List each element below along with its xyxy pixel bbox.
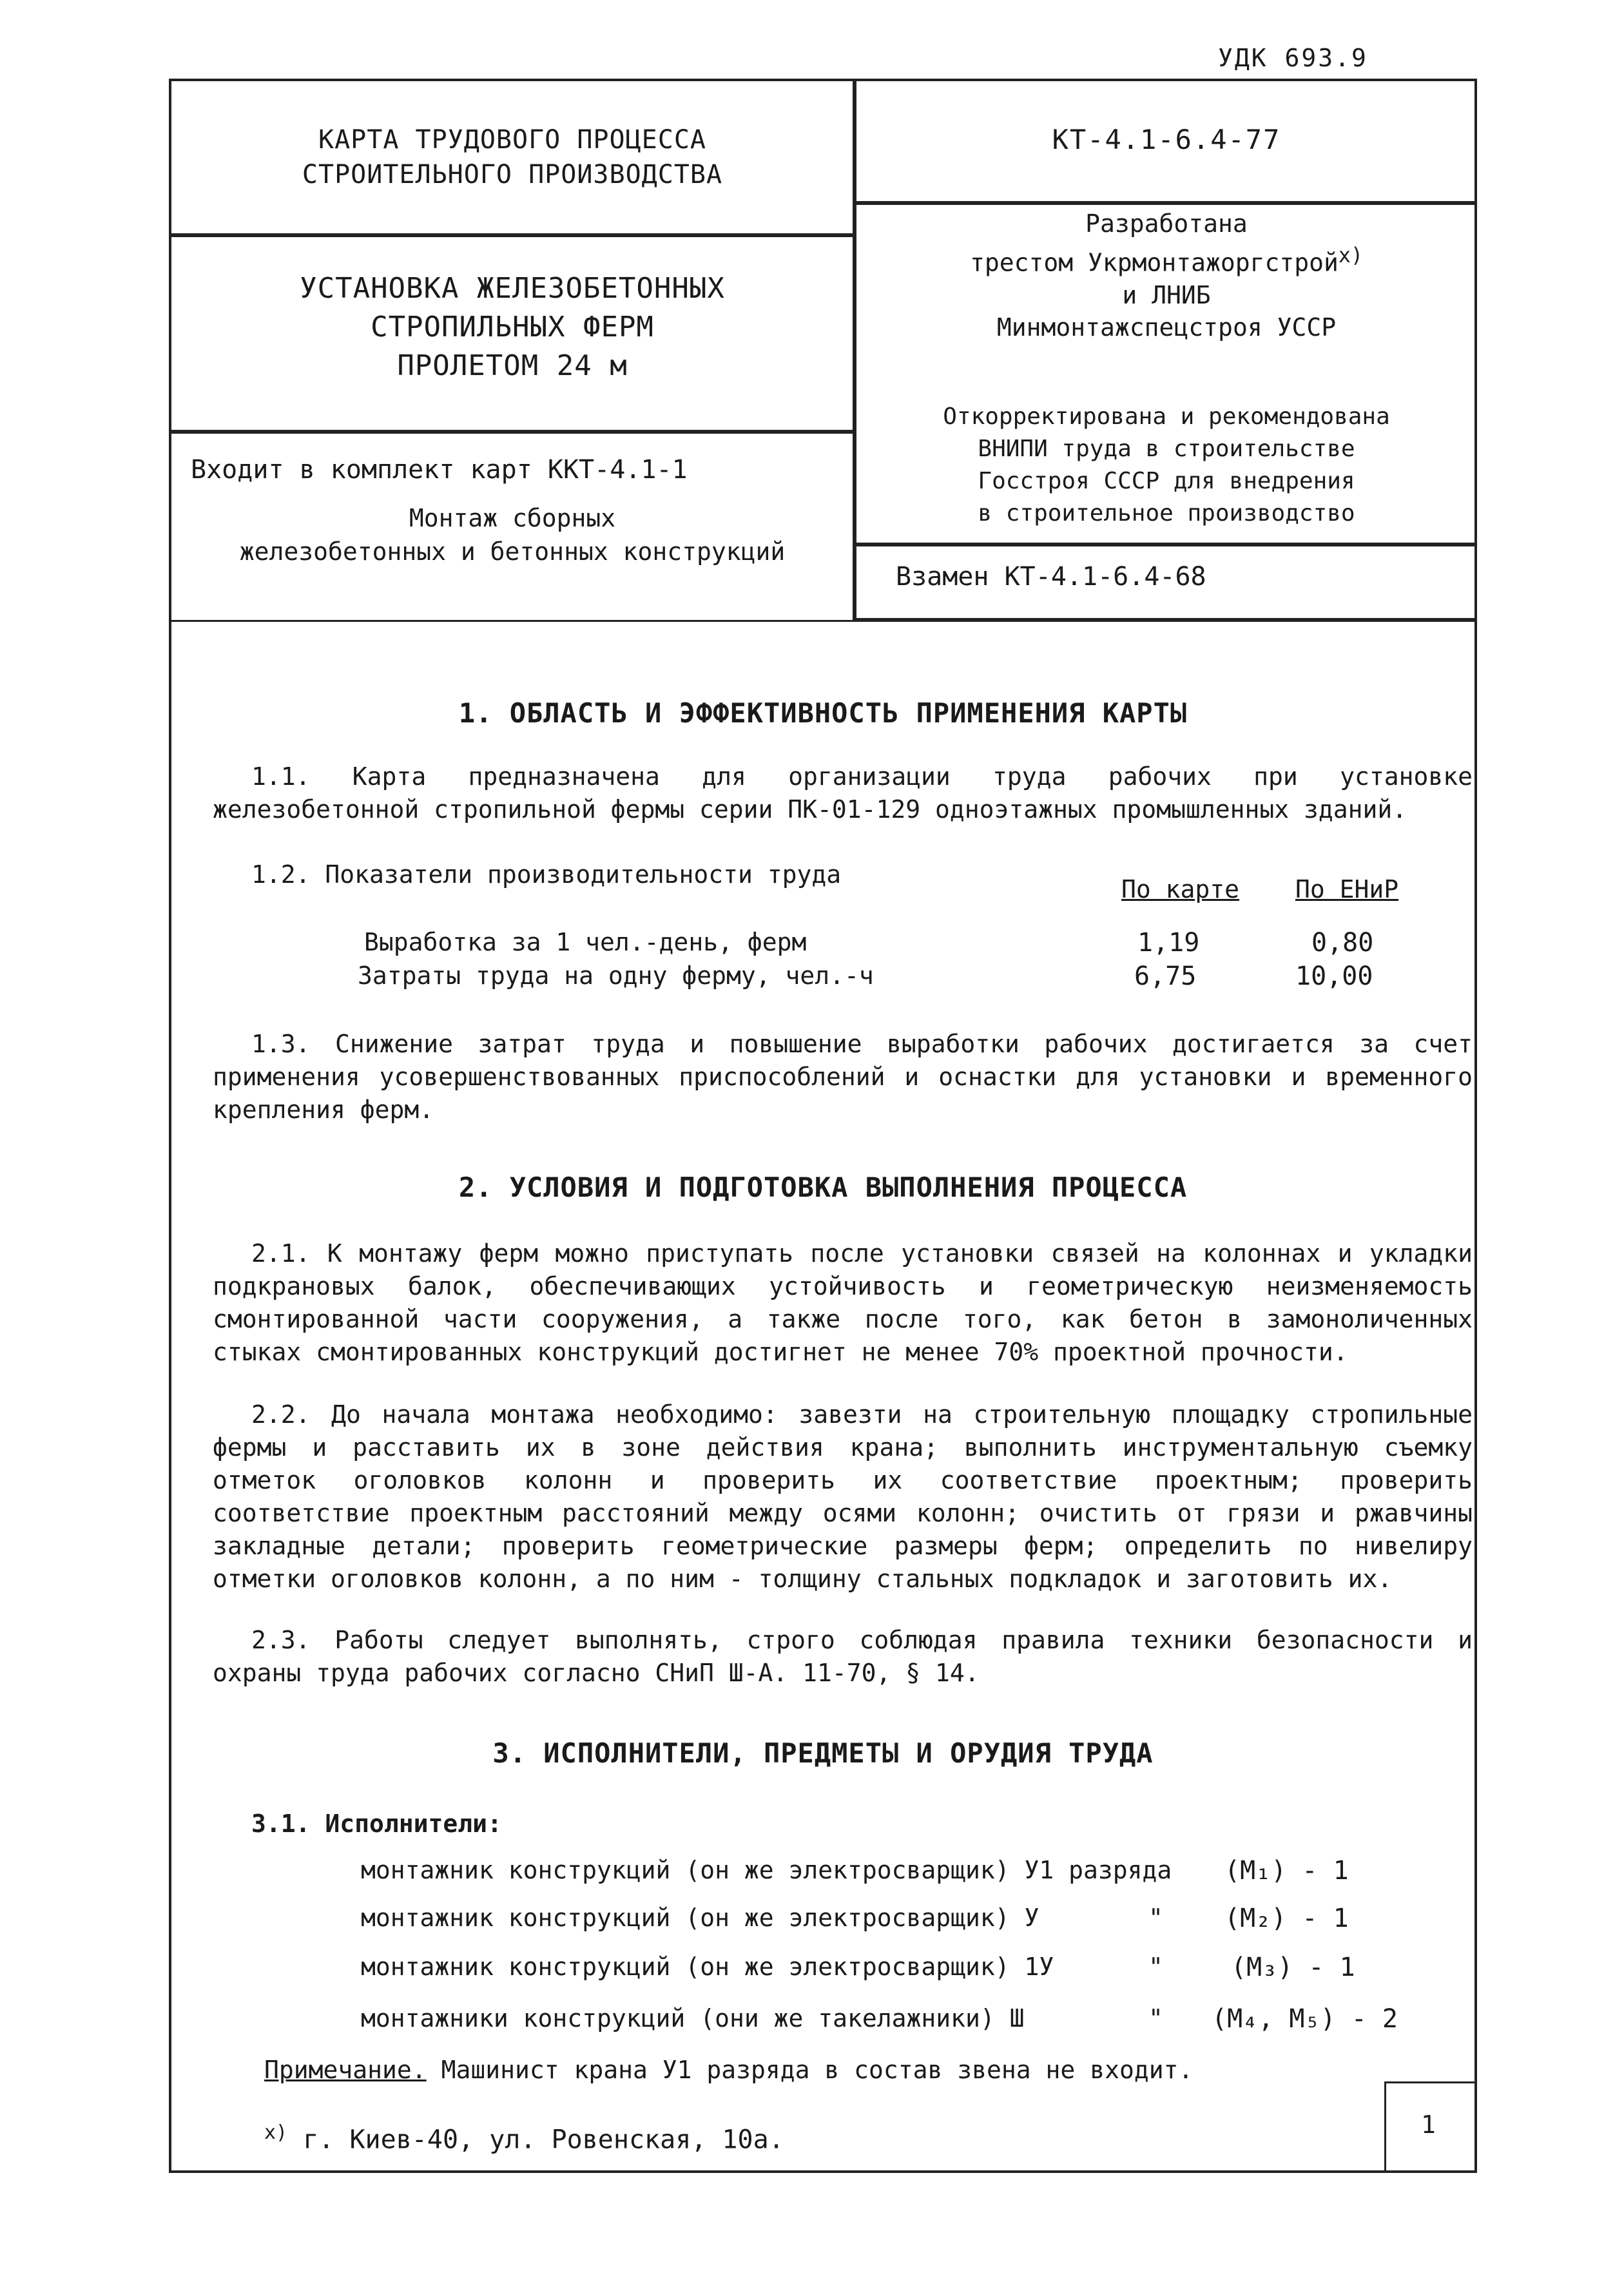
corrected-block: Откорректирована и рекомендована ВНИПИ труда в строительстве Госстроя СССР для внедрения в строительное производство — [943, 403, 1390, 526]
note-label: Примечание. — [264, 2056, 427, 2084]
section-1-title: 1. ОБЛАСТЬ И ЭФФЕКТИВНОСТЬ ПРИМЕНЕНИЯ КАРТЫ — [458, 697, 1188, 729]
section-3-title: 3. ИСПОЛНИТЕЛИ, ПРЕДМЕТЫ И ОРУДИЯ ТРУДА — [492, 1737, 1154, 1769]
footnote-text: г. Киев-40, ул. Ровенская, 10а. — [303, 2125, 784, 2155]
kpi-row-enir-value: 10,00 — [1295, 961, 1373, 991]
paragraph-3-1: 3.1. Исполнители: — [251, 1810, 502, 1838]
section-2-title: 2. УСЛОВИЯ И ПОДГОТОВКА ВЫПОЛНЕНИЯ ПРОЦЕССА — [458, 1172, 1188, 1203]
card-title: УСТАНОВКА ЖЕЛЕЗОБЕТОННЫХ СТРОПИЛЬНЫХ ФЕРМ ПРОЛЕТОМ 24 м — [300, 272, 725, 382]
worker-count: (М₁) - 1 — [1224, 1856, 1349, 1886]
paragraph-2-3: 2.3. Работы следует выполнять, строго соблюдая правила техники безопасности и охраны труда рабочих согласно СНиП Ш-А. 11-70, § 14. — [213, 1626, 1473, 1687]
paragraph-2-1: 2.1. К монтажу ферм можно приступать после установки связей на колоннах и укладки подкрановых балок, обеспечивающих устойчивость и геометрическую неизменяемость смонтированной части сооружения, а также после того, как бетон в замоноличенных стыках смонтированных конструкций достигнет не менее 70% проектной прочности. — [213, 1239, 1473, 1366]
header-bottom-rule — [169, 620, 1477, 622]
note-text: Машинист крана У1 разряда в состав звена не входит. — [441, 2056, 1194, 2084]
kpi-row-label: Выработка за 1 чел.-день, ферм — [364, 928, 807, 956]
worker-line: монтажник конструкций (он же электросварщик) 1У — [361, 1953, 1054, 1981]
paragraph-1-1: 1.1. Карта предназначена для организации труда рабочих при установке железобетонной стропильной фермы серии ПК-01-129 одноэтажных промышленных зданий. — [213, 762, 1473, 824]
card-type-title: КАРТА ТРУДОВОГО ПРОЦЕССА СТРОИТЕЛЬНОГО ПРОИЗВОДСТВА — [302, 125, 723, 189]
worker-line: монтажник конструкций (он же электросварщик) У1 разряда — [361, 1856, 1172, 1884]
paragraph-2-2: 2.2. До начала монтажа необходимо: завезти на строительную площадку стропильные фермы и расставить их в зоне действия крана; выполнить инструментальную съемку отметок оголовков колонн и проверить их соответствие проектным; проверить соответствие проектным расстояний между осями колонн; очистить от грязи и ржавчины закладные детали; проверить геометрические размеры ферм; определить по нивелиру отметки оголовков колонн, а по ним - толщину стальных подкладок и заготовить их. — [213, 1400, 1473, 1593]
worker-marker: " — [1148, 2004, 1163, 2032]
developer-block: Разработана трестом Укрмонтажоргстрой$^{x)}$ и ЛНИБ Минмонтажспецстроя УССР — [969, 209, 1364, 342]
worker-count: (М₃) - 1 — [1231, 1953, 1355, 1982]
set-title: Монтаж сборных железобетонных и бетонных конструкций — [239, 504, 786, 566]
kpi-row-label: Затраты труда на одну ферму, чел.-ч — [358, 961, 874, 990]
worker-count: (М₄, М₅) - 2 — [1212, 2004, 1398, 2034]
worker-line: монтажники конструкций (они же такелажники) Ш — [361, 2004, 1025, 2032]
paragraph-1-3: 1.3. Снижение затрат труда и повышение выработки рабочих достигается за счет применения усовершенствованных приспособлений и оснастки для установки и временного крепления ферм. — [213, 1030, 1473, 1124]
set-line: Входит в комплект карт ККТ-4.1-1 — [191, 455, 688, 485]
kpi-row-enir-value: 0,80 — [1311, 928, 1374, 958]
replaces-line: Взамен КТ-4.1-6.4-68 — [896, 562, 1206, 592]
page-number: 1 — [1421, 2110, 1436, 2139]
note — [264, 2056, 1193, 2084]
kpi-header-enir: По ЕНиР — [1295, 875, 1399, 903]
kpi-row-card-value: 1,19 — [1137, 928, 1200, 958]
footnote-mark: x) — [264, 2121, 288, 2144]
udk-code: УДК 693.9 — [1218, 44, 1368, 72]
worker-count: (М₂) - 1 — [1224, 1904, 1349, 1933]
kpi-row-card-value: 6,75 — [1134, 961, 1197, 991]
footnote — [264, 2121, 784, 2154]
worker-marker: " — [1148, 1953, 1163, 1981]
developer-footnote-mark: x) — [1338, 244, 1364, 267]
kpi-header-card: По карте — [1121, 875, 1240, 903]
paragraph-1-2: 1.2. Показатели производительности труда — [251, 860, 842, 889]
card-code: КТ-4.1-6.4-77 — [1052, 124, 1281, 155]
worker-line: монтажник конструкций (он же электросварщик) У — [361, 1904, 1039, 1932]
worker-marker: " — [1148, 1904, 1163, 1932]
